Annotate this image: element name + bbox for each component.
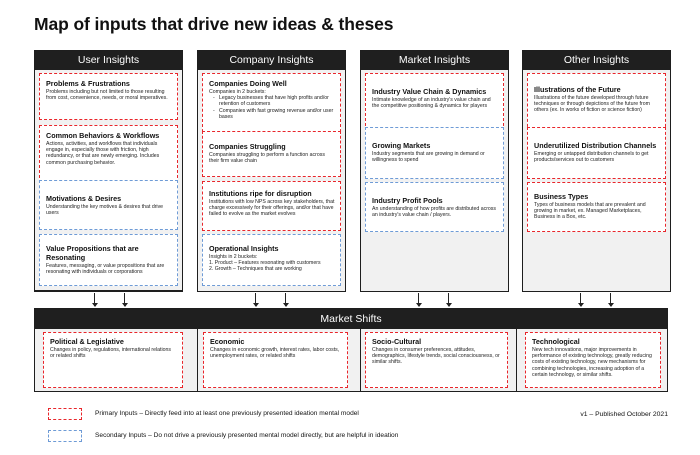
page-title: Map of inputs that drive new ideas & theses <box>34 14 394 34</box>
card-description: Changes in consumer preferences, attitudes, demographics, lifestyle trends, social consciousness, or similar shifts. <box>372 347 500 366</box>
other-insights-column <box>522 50 671 292</box>
version-label: v1 – Published October 2021 <box>580 411 668 418</box>
socio-cultural-card <box>365 332 508 388</box>
card-title: Common Behaviors & Workflows <box>46 131 160 140</box>
technological-card <box>525 332 661 388</box>
card-description: Actions, activities, and workflows that individuals engage in, especially those with friction, high redundancy, or that are newly emerging. Includes common purchasing behavior. <box>46 141 160 166</box>
flow-arrow <box>94 293 95 306</box>
legend-secondary-swatch <box>48 430 82 442</box>
card-title: Business Types <box>534 192 589 201</box>
growing-markets-card <box>365 127 504 179</box>
card-title: Companies Struggling <box>209 142 286 151</box>
card-description: Changes in economic growth, interest rates, labor costs, unemployment rates, or related shifts <box>210 347 340 360</box>
card-title: Institutions ripe for disruption <box>209 189 312 198</box>
market-shifts-header: Market Shifts <box>35 309 667 329</box>
card-title: Operational Insights <box>209 244 279 253</box>
legend-primary-label: Primary Inputs – Directly feed into at least one previously presented ideation mental model <box>95 410 359 417</box>
line-item: 1. Product – Features resonating with customers <box>209 260 321 267</box>
industry-profit-pools-card <box>365 182 504 232</box>
card-description: Problems including but not limited to those resulting from cost, convenience, needs, or moral imperatives. <box>46 89 168 102</box>
political-legislative-card <box>43 332 183 388</box>
card-title: Economic <box>210 337 245 346</box>
companies-struggling-card <box>202 131 341 177</box>
card-title: Industry Value Chain & Dynamics <box>372 87 487 96</box>
card-title: Problems & Frustrations <box>46 79 130 88</box>
card-description-intro: Insights in 2 buckets: <box>209 254 258 260</box>
card-description <box>209 89 336 120</box>
motivations-desires-card <box>39 180 178 230</box>
card-description: Emerging or untapped distribution channels to get products/services out to customers <box>534 151 649 164</box>
card-description: Intimate knowledge of an industry's value chain and the competitive positioning & dynamics for players <box>372 97 491 110</box>
operational-insights-card <box>202 234 341 286</box>
card-title: Underutilized Distribution Channels <box>534 141 657 150</box>
institutions-ripe-card <box>202 181 341 231</box>
economic-card <box>203 332 348 388</box>
card-description <box>209 254 336 273</box>
market-insights-header: Market Insights <box>361 51 508 70</box>
card-description: Companies struggling to perform a function across their firm value chain <box>209 152 325 165</box>
card-description: Institutions with low NPS across key stakeholders, that charge excessively for their offerings, and/or that have failed to evolve as the market evolves <box>209 199 335 218</box>
card-description-intro: Companies in 2 buckets: <box>209 89 266 95</box>
bullet-item: - Legacy businesses that have high profits and/or retention of customers <box>219 95 336 107</box>
common-behaviors-card <box>39 125 178 183</box>
other-insights-header: Other Insights <box>523 51 670 70</box>
card-description: An understanding of how profits are distributed across an industry's value chain / players. <box>372 206 496 219</box>
card-description: Illustrations of the future developed through future techniques or through depictions of the future from others (ex. In works of fiction or science fiction) <box>534 95 650 114</box>
column-divider <box>516 329 517 392</box>
card-description: Features, messaging, or value propositions that are resonating with individuals or corporations <box>46 263 165 276</box>
column-divider <box>197 329 198 392</box>
business-types-card <box>527 182 666 232</box>
legend-primary-swatch <box>48 408 82 420</box>
flow-arrow <box>255 293 256 306</box>
market-shifts-panel <box>34 308 668 392</box>
card-title: Growing Markets <box>372 141 431 150</box>
card-title: Political & Legislative <box>50 337 124 346</box>
card-title: Socio-Cultural <box>372 337 422 346</box>
card-title: Motivations & Desires <box>46 194 122 203</box>
card-description: Understanding the key motives & desires that drive users <box>46 204 164 217</box>
card-title: Industry Profit Pools <box>372 196 443 205</box>
problems-frustrations-card <box>39 73 178 120</box>
column-divider <box>360 329 361 392</box>
card-title: Illustrations of the Future <box>534 85 621 94</box>
line-item: 2. Growth – Techniques that are working <box>209 266 302 273</box>
card-title: Companies Doing Well <box>209 79 287 88</box>
card-title: Technological <box>532 337 580 346</box>
card-description: Industry segments that are growing in demand or willingness to spend <box>372 151 485 164</box>
card-description: New tech innovations, major improvements in performance of existing technology, greatly reducing costs of existing technology, new mechanisms for combining technologies, increasing adoption of a certain technology, or similar shifts. <box>532 347 652 378</box>
legend-secondary-label: Secondary Inputs – Do not drive a previously presented mental model directly, but are helpful in ideation <box>95 432 399 439</box>
flow-arrow <box>580 293 581 306</box>
card-description: Types of business models that are prevalent and growing in market, ex. Managed Marketplaces, Business in a Box, etc. <box>534 202 646 221</box>
illustrations-future-card <box>527 73 666 132</box>
company-insights-column <box>197 50 346 292</box>
user-insights-column <box>34 50 183 292</box>
underutilized-distribution-card <box>527 127 666 179</box>
flow-arrow <box>418 293 419 306</box>
flow-arrow <box>448 293 449 306</box>
flow-arrow <box>610 293 611 306</box>
company-insights-header: Company Insights <box>198 51 345 70</box>
card-description: Changes in policy, regulations, international relations or related shifts <box>50 347 172 360</box>
industry-value-chain-card <box>365 73 504 131</box>
value-propositions-card <box>39 234 178 286</box>
card-title: Value Propositions that are Resonating <box>46 244 139 262</box>
flow-arrow <box>124 293 125 306</box>
flow-arrow <box>285 293 286 306</box>
market-insights-column <box>360 50 509 292</box>
user-insights-header: User Insights <box>35 51 182 70</box>
bullet-item: - Companies with fast growing revenue and/or user bases <box>219 108 336 120</box>
